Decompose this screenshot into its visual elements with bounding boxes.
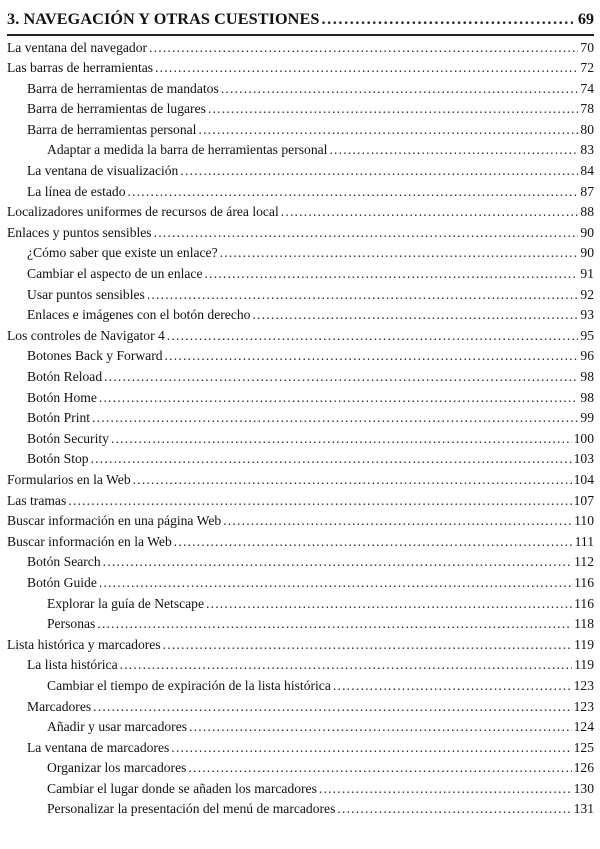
toc-entry: [7, 470, 594, 491]
entry-title: Barra de herramientas de mandatos: [27, 80, 219, 96]
entry-title: Buscar información en una página Web: [7, 513, 222, 529]
leader-dots: [163, 635, 572, 656]
toc-page: [7, 0, 594, 820]
entry-title: Cambiar el aspecto de un enlace: [27, 266, 203, 282]
entry-page-number: 112: [574, 554, 594, 570]
leader-dots: [180, 161, 578, 182]
entry-page-number: 78: [580, 101, 594, 117]
leader-dots: [208, 99, 579, 120]
toc-entry: [7, 738, 594, 759]
entry-title: Añadir y usar marcadores: [47, 719, 188, 735]
toc-entry: [7, 449, 594, 470]
toc-entry: [7, 532, 594, 553]
toc-entry: [7, 388, 594, 409]
toc-entry: [7, 58, 594, 79]
entry-page-number: 131: [573, 801, 594, 817]
entry-title: Localizadores uniformes de recursos de área local: [7, 204, 279, 220]
toc-entry: [7, 346, 594, 367]
toc-entry: [7, 779, 594, 800]
entry-page-number: 80: [580, 121, 594, 137]
entry-title: Adaptar a medida la barra de herramientas personal: [47, 142, 328, 158]
entry-title: Barra de herramientas personal: [27, 121, 197, 137]
leader-dots: [99, 388, 579, 409]
leader-dots: [97, 614, 572, 635]
toc-entry: [7, 697, 594, 718]
entry-title: Barra de herramientas de lugares: [27, 101, 206, 117]
entry-page-number: 92: [580, 286, 594, 302]
entry-title: Las barras de herramientas: [7, 60, 154, 76]
entry-title: Cambiar el tiempo de expiración de la lista histórica: [47, 677, 331, 693]
leader-dots: [128, 182, 579, 203]
toc-entry: [7, 408, 594, 429]
entry-page-number: 98: [580, 389, 594, 405]
toc-list: [7, 38, 594, 821]
entry-page-number: 87: [580, 183, 594, 199]
entry-page-number: 96: [580, 348, 594, 364]
entry-title: Botón Home: [27, 389, 97, 405]
chapter-heading: [7, 0, 594, 36]
toc-entry: [7, 799, 594, 820]
leader-dots: [337, 799, 571, 820]
leader-dots: [174, 532, 573, 553]
entry-page-number: 110: [574, 513, 594, 529]
entry-page-number: 95: [580, 327, 594, 343]
entry-title: Enlaces y puntos sensibles: [7, 224, 152, 240]
leader-dots: [321, 2, 572, 36]
entry-page-number: 90: [580, 245, 594, 261]
leader-dots: [319, 779, 572, 800]
leader-dots: [133, 470, 572, 491]
leader-dots: [220, 243, 579, 264]
leader-dots: [111, 429, 572, 450]
entry-title: Botón Stop: [27, 451, 89, 467]
toc-entry: [7, 120, 594, 141]
entry-title: La lista histórica: [27, 657, 118, 673]
entry-page-number: 104: [573, 471, 594, 487]
entry-page-number: 84: [580, 163, 594, 179]
entry-title: Personas: [47, 616, 96, 632]
toc-entry: [7, 573, 594, 594]
toc-entry: [7, 202, 594, 223]
entry-title: La ventana del navegador: [7, 39, 148, 55]
toc-entry: [7, 676, 594, 697]
entry-page-number: 119: [574, 657, 594, 673]
entry-title: Lista histórica y marcadores: [7, 636, 161, 652]
toc-entry: [7, 305, 594, 326]
entry-title: Personalizar la presentación del menú de marcadores: [47, 801, 336, 817]
toc-entry: [7, 511, 594, 532]
entry-page-number: 91: [580, 266, 594, 282]
leader-dots: [188, 758, 571, 779]
entry-page-number: 116: [574, 595, 594, 611]
entry-title: Organizar los marcadores: [47, 760, 187, 776]
entry-page-number: 124: [573, 719, 594, 735]
toc-entry: [7, 655, 594, 676]
leader-dots: [206, 594, 572, 615]
leader-dots: [252, 305, 578, 326]
entry-title: Botón Search: [27, 554, 101, 570]
entry-page-number: 118: [574, 616, 594, 632]
leader-dots: [149, 38, 578, 59]
entry-title: Botón Reload: [27, 369, 103, 384]
toc-entry: [7, 717, 594, 738]
entry-page-number: 125: [573, 739, 594, 755]
toc-entry: [7, 99, 594, 120]
entry-page-number: 72: [580, 60, 594, 76]
entry-page-number: 111: [574, 533, 594, 549]
toc-entry: [7, 161, 594, 182]
entry-page-number: 116: [574, 574, 594, 590]
entry-page-number: 74: [580, 80, 594, 96]
entry-page-number: 119: [574, 636, 594, 652]
leader-dots: [205, 264, 579, 285]
leader-dots: [104, 367, 578, 388]
entry-page-number: 123: [573, 698, 594, 714]
entry-title: ¿Cómo saber que existe un enlace?: [27, 245, 218, 261]
entry-title: Buscar información en la Web: [7, 533, 172, 549]
entry-title: La ventana de marcadores: [27, 739, 170, 755]
entry-page-number: 83: [580, 142, 594, 158]
entry-title: Botón Print: [27, 410, 91, 426]
leader-dots: [91, 449, 572, 470]
toc-entry: [7, 367, 594, 388]
toc-entry: [7, 326, 594, 347]
entry-page-number: 88: [580, 204, 594, 220]
entry-page-number: 100: [573, 430, 594, 446]
entry-title: Los controles de Navigator 4: [7, 327, 165, 343]
toc-entry: [7, 182, 594, 203]
toc-entry: [7, 285, 594, 306]
leader-dots: [167, 326, 579, 347]
leader-dots: [154, 223, 579, 244]
entry-title: Botones Back y Forward: [27, 348, 163, 364]
entry-page-number: 98: [580, 369, 594, 384]
entry-page-number: 93: [580, 307, 594, 323]
entry-page-number: 107: [573, 492, 594, 508]
entry-title: Botón Guide: [27, 574, 97, 590]
entry-title: Formularios en la Web: [7, 471, 131, 487]
chapter-title: 3. NAVEGACIÓN Y OTRAS CUESTIONES: [7, 10, 320, 28]
leader-dots: [198, 120, 578, 141]
toc-entry: [7, 79, 594, 100]
toc-entry: [7, 614, 594, 635]
entry-title: Las tramas: [7, 492, 67, 508]
leader-dots: [221, 79, 579, 100]
leader-dots: [171, 738, 571, 759]
toc-entry: [7, 429, 594, 450]
entry-title: Cambiar el lugar donde se añaden los marcadores: [47, 780, 317, 796]
entry-page-number: 130: [573, 780, 594, 796]
toc-entry: [7, 594, 594, 615]
entry-page-number: 103: [573, 451, 594, 467]
leader-dots: [103, 552, 572, 573]
entry-page-number: 70: [580, 39, 594, 55]
leader-dots: [120, 655, 573, 676]
chapter-page-number: 69: [577, 10, 594, 28]
leader-dots: [155, 58, 578, 79]
leader-dots: [165, 346, 579, 367]
leader-dots: [68, 491, 571, 512]
toc-entry: [7, 264, 594, 285]
leader-dots: [189, 717, 572, 738]
entry-title: Enlaces e imágenes con el botón derecho: [27, 307, 251, 323]
toc-entry: [7, 140, 594, 161]
toc-entry: [7, 491, 594, 512]
entry-page-number: 90: [580, 224, 594, 240]
leader-dots: [333, 676, 572, 697]
entry-title: Marcadores: [27, 698, 92, 714]
entry-title: Usar puntos sensibles: [27, 286, 145, 302]
toc-entry: [7, 635, 594, 656]
entry-title: Botón Security: [27, 430, 109, 446]
leader-dots: [223, 511, 572, 532]
leader-dots: [147, 285, 579, 306]
toc-entry: [7, 223, 594, 244]
leader-dots: [281, 202, 579, 223]
entry-page-number: 123: [573, 677, 594, 693]
entry-title: La línea de estado: [27, 183, 126, 199]
toc-entry: [7, 243, 594, 264]
toc-entry: [7, 758, 594, 779]
toc-entry: [7, 38, 594, 59]
entry-title: La ventana de visualización: [27, 163, 179, 179]
entry-page-number: 126: [573, 760, 594, 776]
leader-dots: [329, 140, 578, 161]
entry-title: Explorar la guía de Netscape: [47, 595, 205, 611]
leader-dots: [93, 697, 571, 718]
toc-entry: [7, 552, 594, 573]
leader-dots: [99, 573, 572, 594]
entry-page-number: 99: [580, 410, 594, 426]
leader-dots: [92, 408, 578, 429]
